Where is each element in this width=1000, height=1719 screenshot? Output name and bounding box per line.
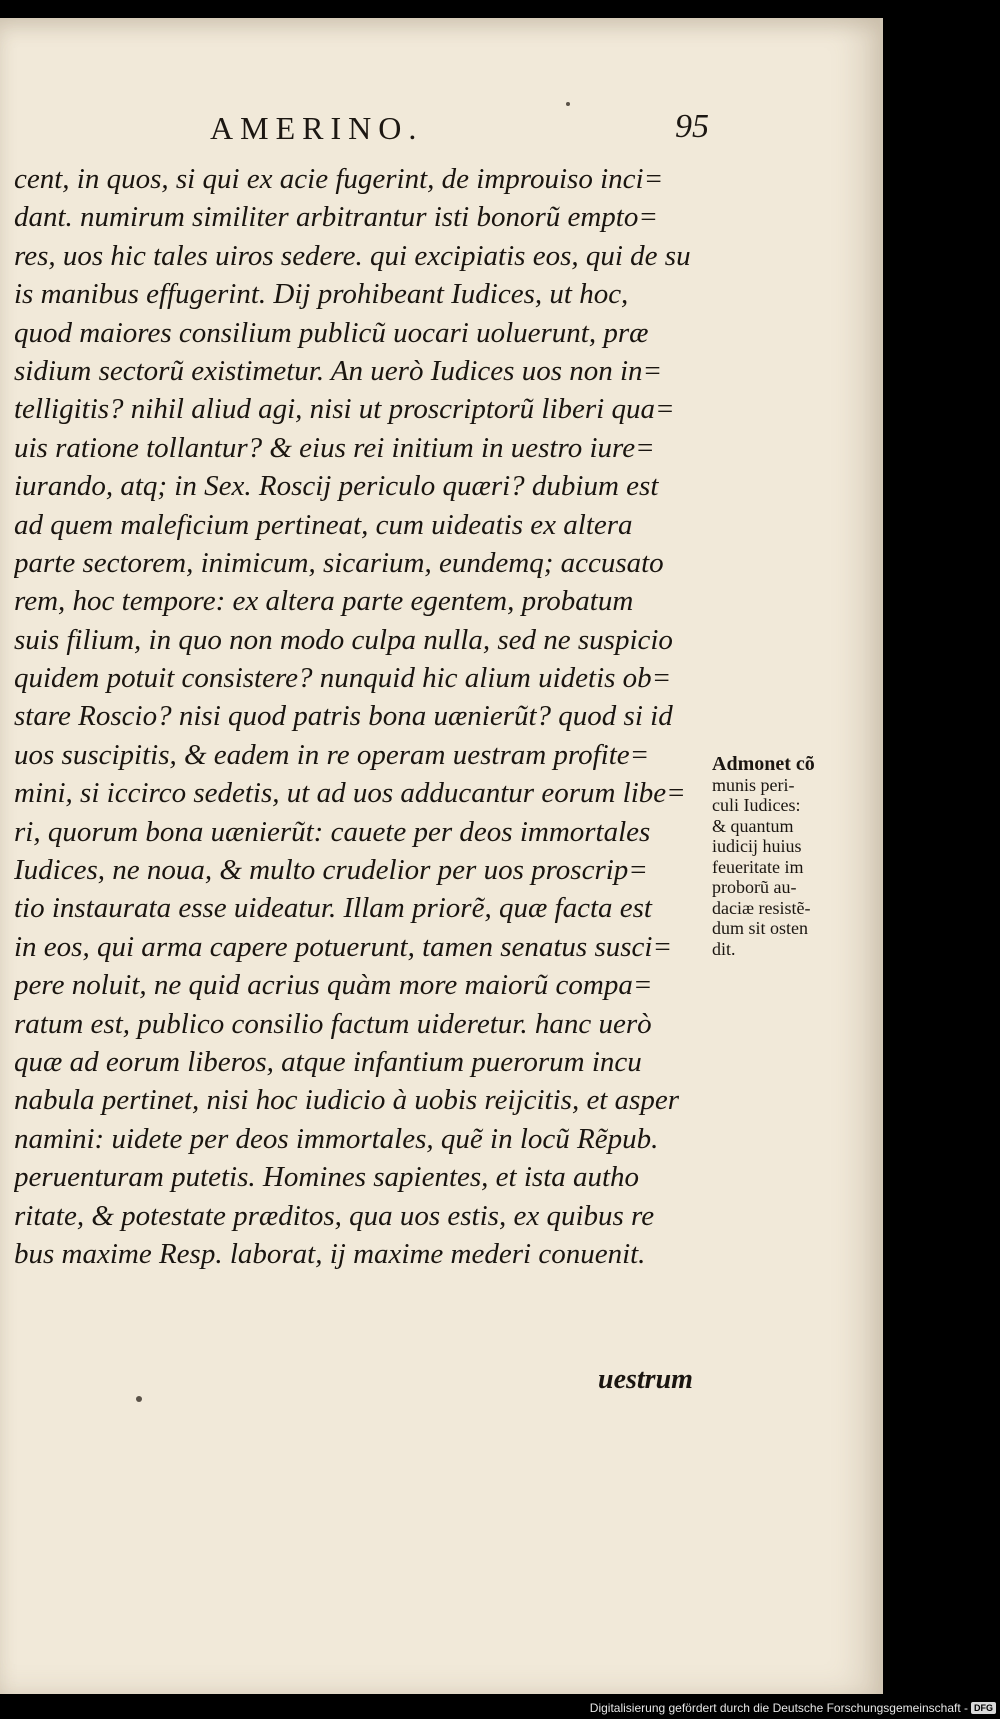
- text-line: nabula pertinet, nisi hoc iudicio à uobis reijcitis, et asper: [14, 1084, 680, 1117]
- text-line: ri, quorum bona uænierũt: cauete per deos immortales: [14, 815, 651, 848]
- text-line: telligitis? nihil aliud agi, nisi ut proscriptorũ liberi qua=: [14, 393, 675, 426]
- text-line: uis ratione tollantur? & eius rei initium in uestro iure=: [14, 431, 655, 464]
- text-line: iurando, atq; in Sex. Roscij periculo quæri? dubium est: [14, 470, 659, 503]
- text-line: quidem potuit consistere? nunquid hic alium uidetis ob=: [14, 662, 672, 695]
- text-line: ritate, & potestate præditos, qua uos estis, ex quibus re: [14, 1199, 655, 1232]
- text-line: bus maxime Resp. laborat, ij maxime mederi conuenit.: [14, 1237, 646, 1270]
- marginal-line: culi Iudices:: [712, 795, 801, 815]
- marginal-line: dit.: [712, 938, 736, 959]
- dfg-logo: DFG: [971, 1702, 996, 1714]
- footer-credit: Digitalisierung gefördert durch die Deutsche Forschungsgemeinschaft -: [589, 1701, 968, 1715]
- text-line: parte sectorem, inimicum, sicarium, eundemq; accusato: [14, 546, 664, 579]
- text-line: rem, hoc tempore: ex altera parte egentem, probatum: [14, 585, 634, 618]
- text-line: tio instaurata esse uideatur. Illam priorẽ, quæ facta est: [14, 892, 652, 925]
- marginal-line: Admonet cõ: [712, 753, 815, 775]
- page-header: [210, 110, 710, 156]
- text-line: dant. numirum similiter arbitrantur isti bonorũ empto=: [14, 201, 658, 234]
- text-line: is manibus effugerint. Dij prohibeant Iudices, ut hoc,: [14, 278, 629, 311]
- marginal-line: munis peri-: [712, 774, 795, 795]
- text-line: sidium sectorũ existimetur. An uerò Iudices uos non in=: [14, 354, 663, 387]
- catchword: uestrum: [598, 1364, 693, 1395]
- marginal-line: feueritate im: [712, 856, 804, 877]
- text-line: mini, si iccirco sedetis, ut ad uos adducantur eorum libe=: [14, 777, 686, 810]
- text-line: stare Roscio? nisi quod patris bona uænierũt? quod si id: [14, 700, 673, 733]
- marginal-note: [712, 754, 872, 959]
- text-line: in eos, qui arma capere potuerunt, tamen senatus susci=: [14, 930, 673, 963]
- page-number: 95: [675, 108, 709, 145]
- text-line: suis filium, in quo non modo culpa nulla, sed ne suspicio: [14, 623, 673, 656]
- text-line: Iudices, ne noua, & multo crudelior per uos proscrip=: [14, 854, 648, 887]
- text-line: quæ ad eorum liberos, atque infantium puerorum incu: [14, 1045, 642, 1078]
- footer-bar: [0, 1695, 1000, 1719]
- marginal-line: dum sit osten: [712, 918, 809, 938]
- marginal-line: proborũ au-: [712, 877, 797, 897]
- text-line: pere noluit, ne quid acrius quàm more maiorũ compa=: [14, 969, 653, 1002]
- text-line: cent, in quos, si qui ex acie fugerint, de improuiso inci=: [14, 163, 664, 195]
- text-line: uos suscipitis, & eadem in re operam uestram profite=: [14, 738, 650, 771]
- ink-speck: [566, 102, 570, 106]
- book-page: [0, 18, 883, 1694]
- text-line: peruenturam putetis. Homines sapientes, et ista autho: [14, 1161, 640, 1194]
- running-head: AMERINO.: [210, 110, 424, 146]
- marginal-line: & quantum: [712, 815, 794, 836]
- text-line: namini: uidete per deos immortales, quẽ in locũ Rẽpub.: [14, 1122, 659, 1155]
- ink-speck: [136, 1396, 142, 1402]
- text-line: quod maiores consilium publicũ uocari uoluerunt, præ: [14, 316, 649, 349]
- text-line: ad quem maleficium pertineat, cum uideatis ex altera: [14, 508, 633, 541]
- text-line: res, uos hic tales uiros sedere. qui excipiatis eos, qui de su: [14, 239, 691, 272]
- marginal-line: daciæ resistẽ-: [712, 897, 811, 918]
- text-line: ratum est, publico consilio factum uideretur. hanc uerò: [14, 1007, 652, 1040]
- marginal-line: iudicij huius: [712, 836, 802, 856]
- main-text-block: [14, 160, 714, 1273]
